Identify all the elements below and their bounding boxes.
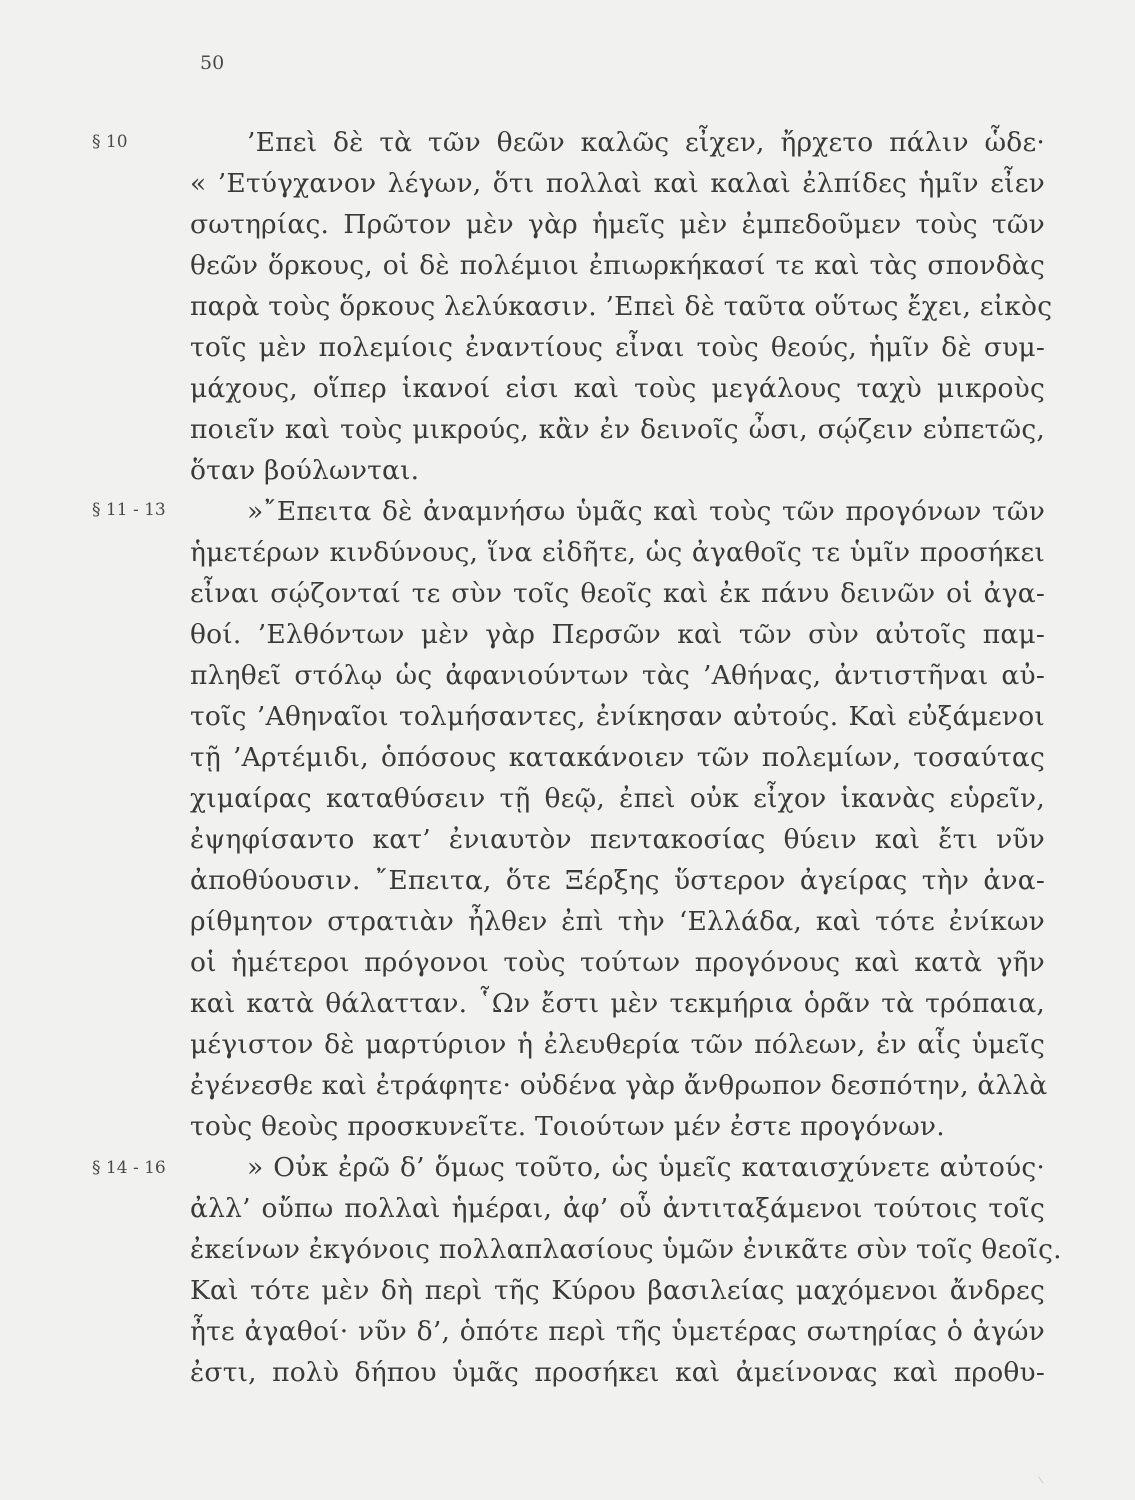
text-line: τῇ ’Αρτέμιδι, ὁπόσους κατακάνοιεν τῶν πολεμίων, τοσαύτας: [190, 742, 1045, 773]
text-line: σωτηρίας. Πρῶτον μὲν γὰρ ἡμεῖς μὲν ἐμπεδοῦμεν τοὺς τῶν: [190, 209, 1045, 240]
text-line: ἡμετέρων κινδύνους, ἵνα εἰδῆτε, ὡς ἀγαθοῖς τε ὑμῖν προσήκει: [190, 537, 1045, 568]
text-line: μάχους, οἵπερ ἱκανοί εἰσι καὶ τοὺς μεγάλους ταχὺ μικροὺς: [190, 373, 1045, 404]
text-line: ἐκείνων ἐκγόνοις πολλαπλασίους ὑμῶν ἐνικᾶτε σὺν τοῖς θεοῖς.: [190, 1234, 1062, 1265]
paragraph-section-10: [190, 122, 1053, 491]
text-line: χιμαίρας καταθύσειν τῇ θεῷ, ἐπεὶ οὐκ εἶχον ἱκανὰς εὑρεῖν,: [190, 783, 1045, 814]
text-line: »῎Επειτα δὲ ἀναμνήσω ὑμᾶς καὶ τοὺς τῶν προγόνων τῶν: [247, 496, 1045, 527]
text-line: θεῶν ὅρκους, οἱ δὲ πολέμιοι ἐπιωρκήκασί τε καὶ τὰς σπονδὰς: [190, 250, 1045, 281]
text-line: θοί. ’Ελθόντων μὲν γὰρ Περσῶν καὶ τῶν σὺν αὐτοῖς παμ-: [190, 619, 1045, 650]
text-line: ’Επεὶ δὲ τὰ τῶν θεῶν καλῶς εἶχεν, ἤρχετο πάλιν ὧδε·: [247, 127, 1045, 158]
page-number: 50: [200, 52, 225, 74]
section-marker-10: § 10: [92, 132, 128, 152]
text-line: παρὰ τοὺς ὅρκους λελύκασιν. ’Επεὶ δὲ ταῦτα οὕτως ἔχει, εἰκὸς: [190, 291, 1053, 322]
text-line: ἐστι, πολὺ δήπου ὑμᾶς προσήκει καὶ ἀμείνονας καὶ προθυ-: [190, 1357, 1045, 1388]
text-line: μέγιστον δὲ μαρτύριον ἡ ἐλευθερία τῶν πόλεων, ἐν αἷς ὑμεῖς: [190, 1029, 1045, 1060]
text-line: οἱ ἡμέτεροι πρόγονοι τοὺς τούτων προγόνους καὶ κατὰ γῆν: [190, 947, 1045, 978]
text-line: καὶ κατὰ θάλατταν. ῟Ων ἔστι μὲν τεκμήρια ὁρᾶν τὰ τρόπαια,: [190, 988, 1045, 1019]
text-line: τοῖς ’Αθηναῖοι τολμήσαντες, ἐνίκησαν αὐτούς. Καὶ εὐξάμενοι: [190, 701, 1045, 732]
section-marker-11-13: § 11 - 13: [92, 500, 166, 520]
text-line: « ’Ετύγχανον λέγων, ὅτι πολλαὶ καὶ καλαὶ ἐλπίδες ἡμῖν εἶεν: [190, 168, 1045, 199]
text-line: ποιεῖν καὶ τοὺς μικρούς, κἂν ἐν δεινοῖς ὦσι, σῴζειν εὐπετῶς,: [190, 414, 1045, 445]
text-line: ἀποθύουσιν. ῎Επειτα, ὅτε Ξέρξης ὕστερον ἀγείρας τὴν ἀνα-: [190, 865, 1045, 896]
text-line: πληθεῖ στόλῳ ὡς ἀφανιούντων τὰς ’Αθήνας, ἀντιστῆναι αὐ-: [190, 660, 1045, 691]
text-line: εἶναι σῴζονταί τε σὺν τοῖς θεοῖς καὶ ἐκ πάνυ δεινῶν οἱ ἀγα-: [190, 578, 1045, 609]
section-marker-14-16: § 14 - 16: [92, 1158, 166, 1178]
paragraph-section-11-13: [190, 491, 1048, 1147]
text-line: τοὺς θεοὺς προσκυνεῖτε. Τοιούτων μέν ἐστε προγόνων.: [190, 1111, 945, 1142]
text-line: ὅταν βούλωνται.: [190, 455, 420, 486]
text-line: ἦτε ἀγαθοί· νῦν δ’, ὁπότε περὶ τῆς ὑμετέρας σωτηρίας ὁ ἀγών: [190, 1316, 1045, 1347]
text-line: ἐγένεσθε καὶ ἐτράφητε· οὐδένα γὰρ ἄνθρωπον δεσπότην, ἀλλὰ: [190, 1070, 1048, 1101]
paragraph-section-14-16: [190, 1147, 1062, 1393]
text-line: ρίθμητον στρατιὰν ἦλθεν ἐπὶ τὴν ‘Ελλάδα, καὶ τότε ἐνίκων: [190, 906, 1045, 937]
text-line: Καὶ τότε μὲν δὴ περὶ τῆς Κύρου βασιλείας μαχόμενοι ἄνδρες: [190, 1275, 1045, 1306]
scan-speck: [1038, 1475, 1046, 1484]
text-line: ἀλλ’ οὔπω πολλαὶ ἡμέραι, ἀφ’ οὗ ἀντιταξάμενοι τούτοις τοῖς: [190, 1193, 1045, 1224]
text-line: τοῖς μὲν πολεμίοις ἐναντίους εἶναι τοὺς θεούς, ἡμῖν δὲ συμ-: [190, 332, 1045, 363]
text-line: » Οὐκ ἐρῶ δ’ ὅμως τοῦτο, ὡς ὑμεῖς καταισχύνετε αὐτούς·: [247, 1152, 1045, 1183]
text-line: ἐψηφίσαντο κατ’ ἐνιαυτὸν πεντακοσίας θύειν καὶ ἔτι νῦν: [190, 824, 1045, 855]
